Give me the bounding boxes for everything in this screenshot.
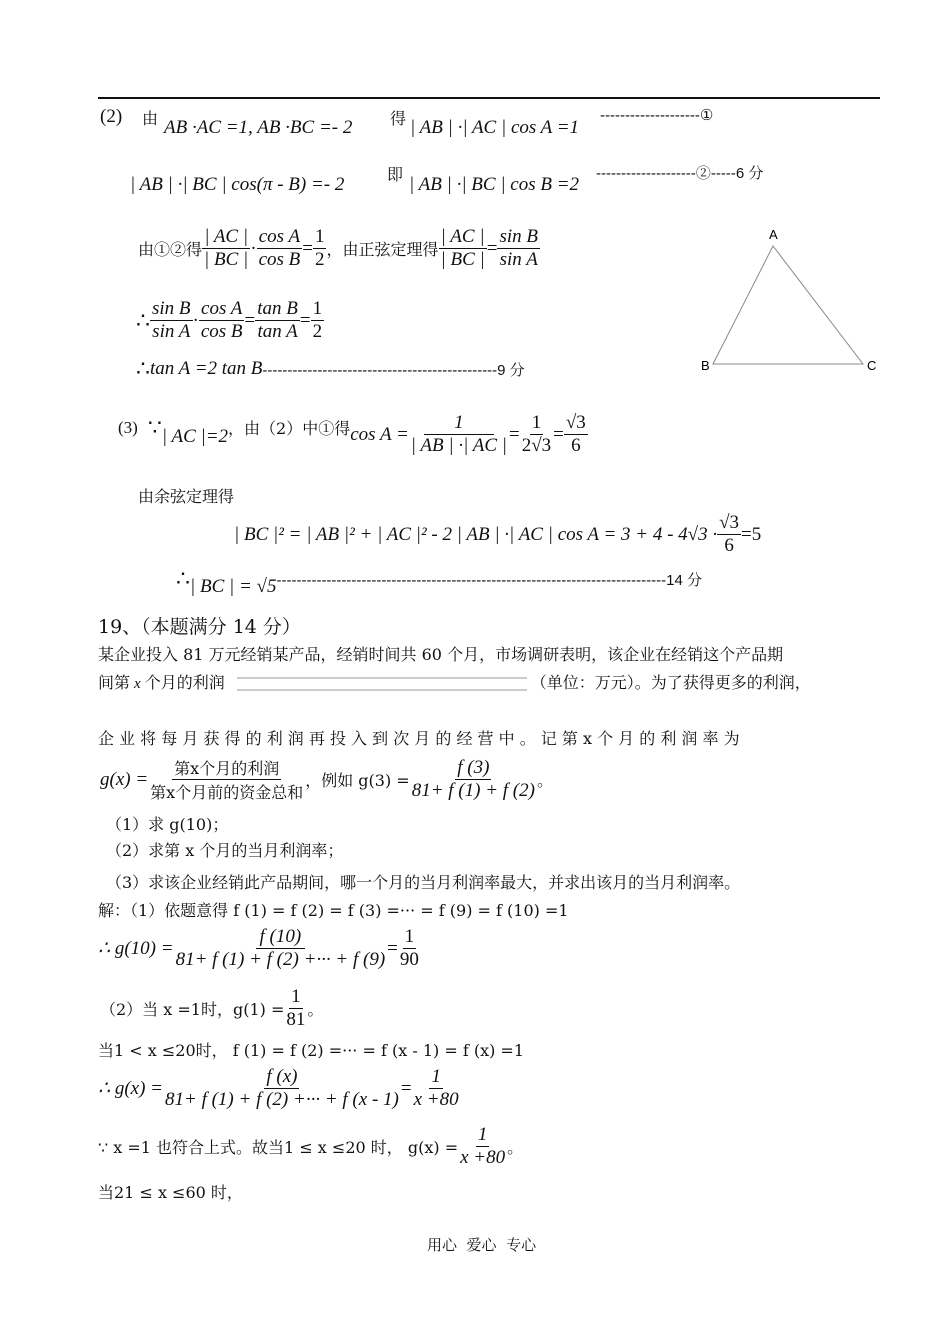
part2-ji: 即 <box>387 165 404 184</box>
q19-p2x: x <box>134 676 141 692</box>
part3-cos-law <box>138 484 761 557</box>
l4-eq2: = <box>299 309 311 331</box>
s2-frac <box>284 986 307 1031</box>
part3-f3n: √3 <box>565 412 586 433</box>
g-ex-den: 81+ f (1) + f (2) <box>411 780 535 801</box>
part2-you: 由 <box>142 109 159 128</box>
gx-rd: x +80 <box>413 1089 459 1110</box>
s2d: 81 <box>286 1009 306 1030</box>
part3-eq1: = <box>509 423 520 445</box>
g-lhs: g(x) = <box>100 768 149 790</box>
line3-frac2-den: cos B <box>258 249 301 270</box>
g-ex-num: f (3) <box>457 757 490 778</box>
cos-law-frac <box>717 512 741 557</box>
because-symbol: ∵ <box>147 414 162 440</box>
g10-num: f (10) <box>256 926 306 949</box>
q19-gx <box>98 1066 461 1111</box>
q19-g-def <box>100 756 553 803</box>
line3-eq: = <box>302 237 313 259</box>
q19-p3: 企 业 将 每 月 获 得 的 利 润 再 投 入 到 次 月 的 经 营 中 。 记 第 x 个 月 的 利 润 率 为 <box>98 729 740 748</box>
g-num: 第x个月的利润 <box>172 756 281 780</box>
g-ex-end: 。 <box>536 771 553 790</box>
l4-f3d: tan A <box>257 321 298 342</box>
part2-line5 <box>136 356 525 382</box>
part3-f1n: 1 <box>424 412 494 435</box>
l4-eq1: = <box>244 309 256 331</box>
l4-f2n: cos A <box>201 298 243 319</box>
part2-eq1: AB ·AC =1, AB ·BC =- 2 <box>164 117 353 138</box>
line3-frac4-num: sin B <box>499 226 538 247</box>
s4-frac <box>458 1124 507 1169</box>
vertex-c-label: C <box>867 358 877 373</box>
q19-q3: （3）求该企业经销此产品期间，哪一个月的当月利润率最大，并求出该月的当月利润率。 <box>106 873 741 892</box>
part3-f2d: 2√3 <box>521 435 552 456</box>
q19-p2 <box>98 670 811 693</box>
cos-law-fn: √3 <box>719 512 740 533</box>
gx-eq: = <box>400 1077 412 1099</box>
g10-rfrac <box>398 926 421 971</box>
g-den: 第x个月前的资金总和 <box>150 783 304 802</box>
part2-line4 <box>136 298 324 343</box>
s4d: x +80 <box>460 1147 506 1168</box>
part2-eq2r: | AB | ·| BC | cos B =2 <box>409 174 580 195</box>
part2-line3 <box>138 226 540 271</box>
line3-frac3-num: | AC | <box>440 226 485 247</box>
part3-eq2: = <box>553 423 564 445</box>
therefore-symbol: ∴ <box>136 307 150 333</box>
q19-g10 <box>98 926 421 971</box>
line3-frac2-num: cos A <box>258 226 301 247</box>
l5-eq: tan A =2 tan B <box>150 358 263 379</box>
part2-de: 得 <box>390 109 407 128</box>
line3-half-num: 1 <box>314 226 325 247</box>
part3-label: (3) <box>118 417 138 437</box>
s2e: 。 <box>307 1000 324 1019</box>
line3-frac3-den: | BC | <box>440 249 485 270</box>
q19-sol1: 解：（1）依题意得 f (1) = f (2) = f (3) =··· = f (9) = f (10) =1 <box>98 901 569 920</box>
q19-p2b: 个月的利润 <box>144 673 225 692</box>
g10-eq: = <box>387 937 398 959</box>
g-def-frac <box>148 756 305 803</box>
gx-frac <box>163 1066 401 1111</box>
cos-law-label: 由余弦定理得 <box>138 487 235 506</box>
g10-rn: 1 <box>404 926 415 947</box>
gx-den: 81+ f (1) + f (2) +··· + f (x - 1) <box>165 1089 399 1110</box>
line3-frac1 <box>202 226 250 271</box>
gx-rfrac <box>412 1066 461 1111</box>
part3-mark4: ------------------------------------------------------------------------------14 分 <box>276 571 702 589</box>
part2-mark3: -----------------------------------------------9 分 <box>262 361 525 379</box>
l4-f1d: sin A <box>152 321 191 342</box>
line3-frac3 <box>439 226 487 271</box>
line3-mid: ，由正弦定理得 <box>326 240 439 259</box>
gx-num: f (x) <box>266 1066 298 1087</box>
s2a: （2）当 x =1时，g(1) = <box>100 1000 285 1019</box>
line3-half <box>313 226 327 271</box>
therefore-symbol-2: ∴ <box>136 356 150 381</box>
q19-s2 <box>100 986 323 1031</box>
therefore-symbol-3: ∴ <box>176 566 190 591</box>
q19-title: 19、（本题满分 14 分） <box>98 616 301 638</box>
line3-frac4-den: sin A <box>499 249 538 270</box>
q19-p1: 某企业投入 81 万元经销某产品，经销时间共 60 个月，市场调研表明，该企业在经销这个产品期 <box>98 645 784 664</box>
l4-f2d: cos B <box>200 321 243 342</box>
vertex-b-label: B <box>701 358 710 373</box>
line3-frac1-num: | AC | <box>204 226 249 247</box>
l4-f4d: 2 <box>312 321 323 342</box>
s2n: 1 <box>291 986 301 1007</box>
line3-eq2: = <box>486 237 498 259</box>
q19-q1: （1）求 g(10)； <box>106 815 229 834</box>
line3-frac4 <box>497 226 540 271</box>
gx-rn: 1 <box>431 1066 441 1087</box>
part3-f3d: 6 <box>571 435 581 456</box>
q19-p2c: （单位：万元）。为了获得更多的利润， <box>530 673 811 692</box>
line3-frac1-den: | BC | <box>204 249 249 270</box>
q19-q2: （2）求第 x 个月的当月利润率； <box>106 841 344 860</box>
profit-piecewise-formula <box>231 671 531 693</box>
part3-f2n: 1 <box>531 412 542 433</box>
l4-f3n: tan B <box>257 298 298 319</box>
q19-s5: 当21 ≤ x ≤60 时， <box>98 1183 243 1202</box>
part3-frac2 <box>520 412 553 457</box>
part3-result: | BC | = √5 <box>190 576 277 597</box>
g10-lhs: ∴ g(10) = <box>98 938 174 959</box>
line3-dot: · <box>250 237 257 259</box>
page-footer: 用心 爱心 专心 <box>427 1236 537 1254</box>
g-ex-frac <box>410 757 537 802</box>
q19-s3: 当1 < x ≤20时， f (1) = f (2) =··· = f (x - 1) = f (x) =1 <box>98 1041 525 1060</box>
cos-law-eq: | BC |² = | AB |² + | AC |² - 2 | AB | ·| AC | cos A = 3 + 4 - 4√3 · <box>234 523 718 545</box>
l4-frac4 <box>311 298 325 343</box>
part2-label: (2) <box>100 106 123 127</box>
part3-cond: | AC |=2 <box>161 425 229 447</box>
cos-law-res: =5 <box>741 523 762 545</box>
part3-mid: ，由（2）中①得 <box>228 419 351 438</box>
g-ex: ，例如 g(3) = <box>305 771 410 790</box>
g10-rd: 90 <box>399 949 419 970</box>
part2-eq1r: | AB | ·| AC | cos A =1 <box>410 117 580 138</box>
l4-dot: · <box>192 309 199 331</box>
part3-cosA: cos A = <box>350 423 409 445</box>
l4-f4n: 1 <box>312 298 323 319</box>
header-rule <box>98 97 880 99</box>
cos-law-fd: 6 <box>724 535 734 556</box>
part3-frac1 <box>409 412 509 457</box>
part2-mark2: --------------------②-----6 分 <box>596 165 764 182</box>
triangle-shape <box>713 246 863 364</box>
l4-frac3 <box>255 298 300 343</box>
triangle-diagram <box>695 222 885 377</box>
gx-lhs: ∴ g(x) = <box>98 1078 163 1099</box>
s4n: 1 <box>477 1124 488 1145</box>
g10-den: 81+ f (1) + f (2) +··· + f (9) <box>175 949 386 970</box>
part3-result-line <box>176 560 702 598</box>
part3-line1 <box>118 398 588 457</box>
vertex-a-label: A <box>769 227 778 242</box>
q19-p2a: 间第 <box>98 673 131 692</box>
line3-frac2 <box>257 226 303 271</box>
s4a: ∵ x =1 也符合上式。故当1 ≤ x ≤20 时， g(x) = <box>98 1138 459 1157</box>
l4-frac2 <box>199 298 245 343</box>
s4e: 。 <box>507 1138 524 1157</box>
l4-f1n: sin B <box>152 298 191 319</box>
g10-frac <box>174 926 388 971</box>
l4-frac1 <box>150 298 193 343</box>
part3-f1d: | AB | ·| AC | <box>410 435 507 456</box>
part2-mark1: --------------------① <box>600 107 714 124</box>
part2-eq2: | AB | ·| BC | cos(π - B) =- 2 <box>130 174 345 195</box>
part3-frac3 <box>564 412 588 457</box>
line3-half-den: 2 <box>314 249 325 270</box>
line3-pre: 由①②得 <box>138 240 203 259</box>
q19-s4 <box>98 1124 523 1169</box>
